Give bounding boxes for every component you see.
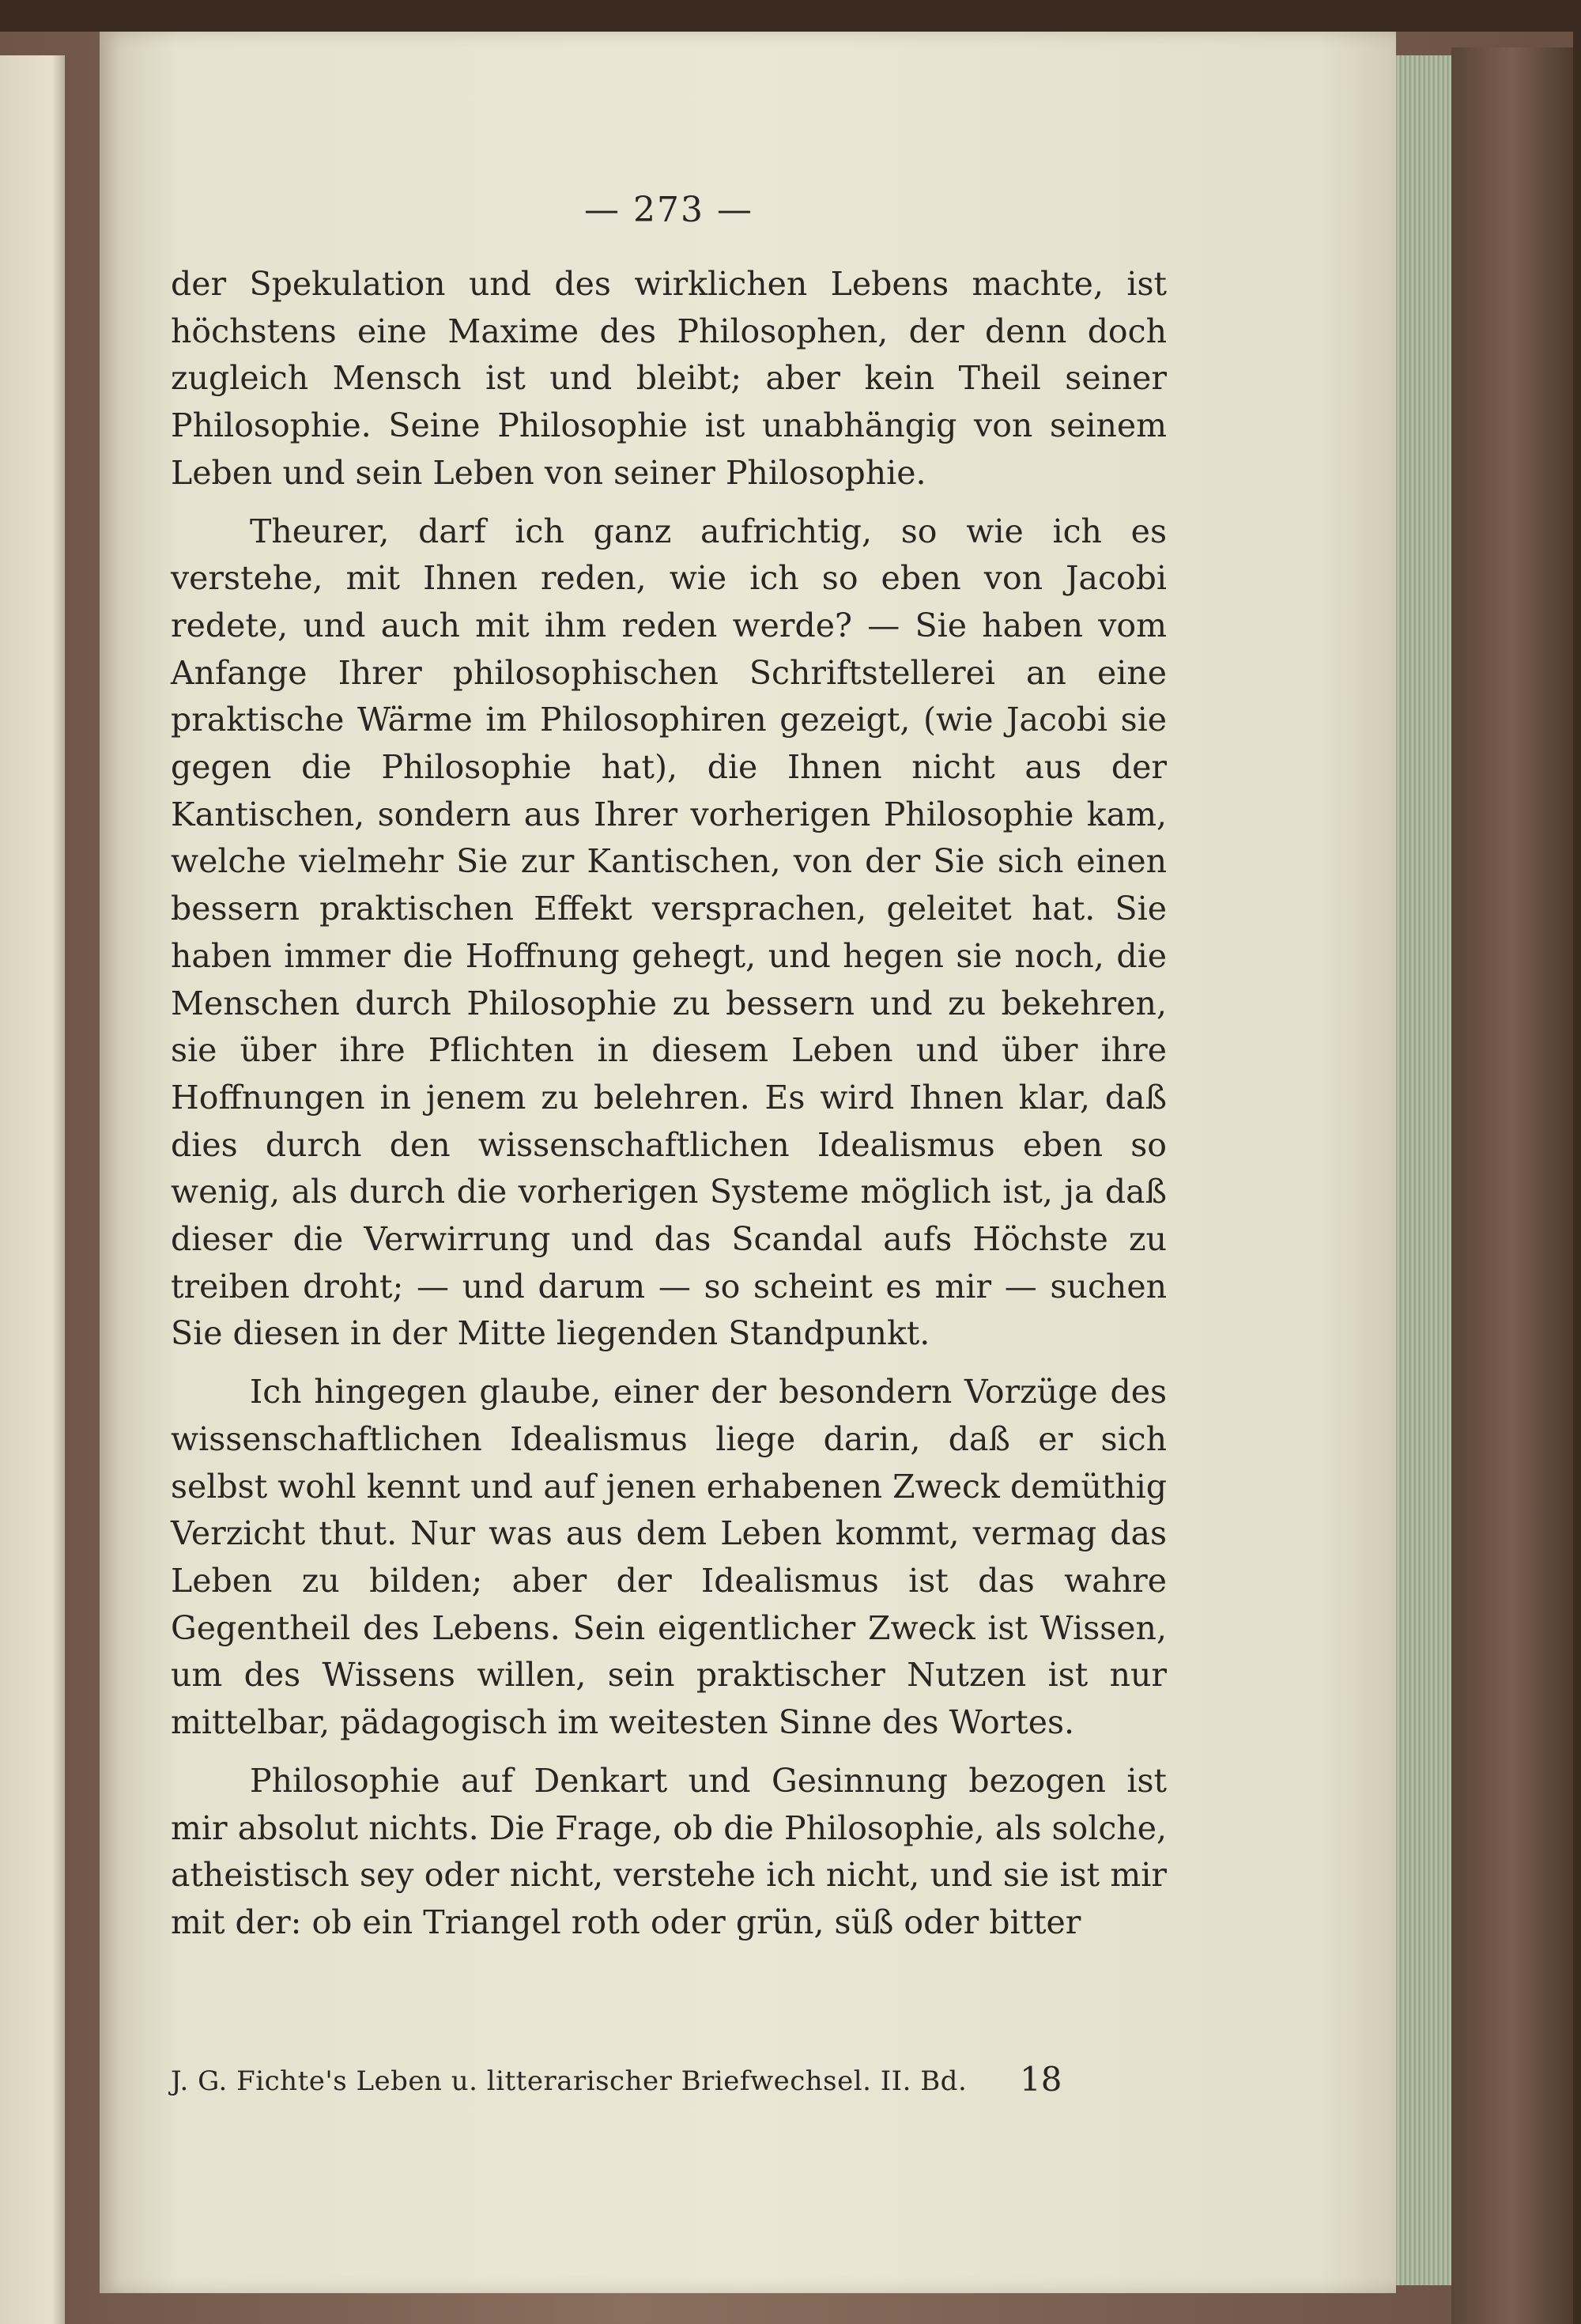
page-body (171, 261, 1167, 1958)
paragraph-3: Ich hingegen glaube, einer der besondern Vorzüge des wissenschaftlichen Idealismus liege darin, daß er sich selbst wohl kennt und auf jenen erhabenen Zweck demüthig Verzicht thut. Nur was aus dem Leben kommt, vermag das Leben zu bilden; aber der Idealismus ist das wahre Gegentheil des Lebens. Sein eigentlicher Zweck ist Wissen, um des Wissens willen, sein praktischer Nutzen ist nur mittelbar, pädagogisch im weitesten Sinne des Wortes. (171, 1373, 1167, 1742)
paragraph-4: Philosophie auf Denkart und Gesinnung bezogen ist mir absolut nichts. Die Frage, ob die Philosophie, als solche, atheistisch sey oder nicht, verstehe ich nicht, und sie ist mir mit der: ob ein Triangel roth oder grün, süß oder bitter (171, 1761, 1167, 1941)
back-cover-edge (1451, 47, 1573, 2324)
footer-sheet-number: 18 (1020, 2060, 1062, 2099)
page-number-header: — 273 — (584, 190, 753, 230)
paragraph-1: der Spekulation und des wirklichen Lebens machte, ist höchstens eine Maxime des Philosophen, der denn doch zugleich Mensch ist und bleibt; aber kein Theil seiner Philosophie. Seine Philosophie ist unabhängig von seinem Leben und sein Leben von seiner Philosophie. (171, 265, 1167, 492)
page-edges (1396, 55, 1451, 2285)
previous-page-edge (0, 55, 65, 2324)
paragraph-2: Theurer, darf ich ganz aufrichtig, so wie ich es verstehe, mit Ihnen reden, wie ich so eben von Jacobi redete, und auch mit ihm reden werde? — Sie haben vom Anfange Ihrer philosophischen Schriftstellerei an eine praktische Wärme im Philosophiren gezeigt, (wie Jacobi sie gegen die Philosophie hat), die Ihnen nicht aus der Kantischen, sondern aus Ihrer vorherigen Philosophie kam, welche vielmehr Sie zur Kantischen, von der Sie sich einen bessern praktischen Effekt versprachen, geleitet hat. Sie haben immer die Hoffnung gehegt, und hegen sie noch, die Menschen durch Philosophie zu bessern und zu bekehren, sie über ihre Pflichten in diesem Leben und über ihre Hoffnungen in jenem zu belehren. Es wird Ihnen klar, daß dies durch den wissenschaftlichen Idealismus eben so wenig, als durch die vorherigen Systeme möglich ist, ja daß dieser die Verwirrung und das Scandal aufs Höchste zu treiben droht; — und darum — so scheint es mir — suchen Sie diesen in der Mitte liegenden Standpunkt. (171, 512, 1167, 1353)
footer-signature: J. G. Fichte's Leben u. litterarischer Briefwechsel. II. Bd. (171, 2065, 968, 2097)
